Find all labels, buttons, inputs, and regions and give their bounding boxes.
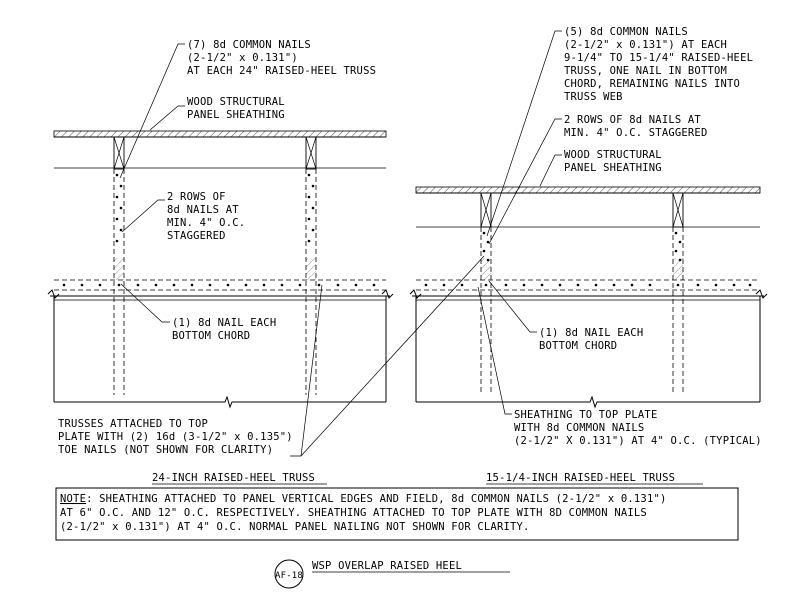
svg-text:WOOD STRUCTURAL: WOOD STRUCTURAL <box>564 149 662 161</box>
right-plate-nails <box>425 284 752 287</box>
svg-text:(2-1/2" x 0.131"): (2-1/2" x 0.131") <box>187 52 298 64</box>
left-plate-nails <box>63 284 376 287</box>
svg-text:CHORD, REMAINING NAILS INTO: CHORD, REMAINING NAILS INTO <box>564 78 741 90</box>
svg-text:2 ROWS OF 8d NAILS AT: 2 ROWS OF 8d NAILS AT <box>564 114 701 126</box>
svg-text:PANEL SHEATHING: PANEL SHEATHING <box>564 162 662 174</box>
svg-text:(7) 8d COMMON NAILS: (7) 8d COMMON NAILS <box>187 39 311 51</box>
svg-text:(5) 8d COMMON NAILS: (5) 8d COMMON NAILS <box>564 26 688 38</box>
note-line-1: : SHEATHING ATTACHED TO PANEL VERTICAL EDGES AND FIELD, 8d COMMON NAILS (2-1/2" x 0.131") <box>86 493 667 505</box>
right-roof-sheathing <box>416 187 760 193</box>
left-caption: 24-INCH RAISED-HEEL TRUSS <box>152 472 316 484</box>
svg-text:MIN. 4" O.C.: MIN. 4" O.C. <box>167 217 246 229</box>
left-trusses-callout <box>58 418 293 456</box>
left-bottom-callout <box>172 317 276 342</box>
svg-text:(1) 8d NAIL EACH: (1) 8d NAIL EACH <box>539 327 644 339</box>
note-label: NOTE <box>60 493 87 505</box>
detail-tag <box>275 560 510 588</box>
svg-text:TRUSS WEB: TRUSS WEB <box>564 91 623 103</box>
svg-text:2 ROWS OF: 2 ROWS OF <box>167 191 226 203</box>
note-line-3: (2-1/2" x 0.131") AT 4" O.C. NORMAL PANEL NAILING NOT SHOWN FOR CLARITY. <box>60 521 530 533</box>
right-truss-nails <box>483 232 682 262</box>
svg-text:AT EACH 24" RAISED-HEEL TRUSS: AT EACH 24" RAISED-HEEL TRUSS <box>187 65 377 77</box>
right-rows-callout <box>564 114 707 139</box>
svg-text:TRUSSES ATTACHED TO TOP: TRUSSES ATTACHED TO TOP <box>58 418 208 430</box>
svg-text:BOTTOM CHORD: BOTTOM CHORD <box>539 340 618 352</box>
left-sheathing-callout <box>187 96 285 121</box>
svg-text:STAGGERED: STAGGERED <box>167 230 226 242</box>
svg-text:BOTTOM CHORD: BOTTOM CHORD <box>172 330 251 342</box>
note-box <box>56 488 738 540</box>
detail-title: WSP OVERLAP RAISED HEEL <box>312 560 462 572</box>
svg-text:(2-1/2" x 0.131") AT EACH: (2-1/2" x 0.131") AT EACH <box>564 39 728 51</box>
svg-text:NOTE: SHEATHING ATTACHED TO PA <box>60 493 667 505</box>
right-leaders <box>301 31 562 456</box>
svg-text:WOOD STRUCTURAL: WOOD STRUCTURAL <box>187 96 285 108</box>
svg-text:(2-1/2" X 0.131") AT 4" O.C. (: (2-1/2" X 0.131") AT 4" O.C. (TYPICAL) <box>514 435 762 447</box>
svg-text:TRUSS, ONE NAIL IN BOTTOM: TRUSS, ONE NAIL IN BOTTOM <box>564 65 728 77</box>
right-bottom-callout <box>539 327 643 352</box>
svg-text:9-1/4" TO 15-1/4" RAISED-HEEL: 9-1/4" TO 15-1/4" RAISED-HEEL <box>564 52 754 64</box>
left-nails-callout <box>187 39 376 77</box>
left-roof-sheathing <box>54 131 386 137</box>
svg-text:WITH 8d COMMON NAILS: WITH 8d COMMON NAILS <box>514 422 645 434</box>
right-nails-callout <box>564 26 753 103</box>
right-sheathing-callout <box>564 149 662 174</box>
svg-text:TOE NAILS (NOT SHOWN FOR CLARI: TOE NAILS (NOT SHOWN FOR CLARITY) <box>58 444 274 456</box>
right-caption: 15-1/4-INCH RAISED-HEEL TRUSS <box>486 472 676 484</box>
svg-text:SHEATHING TO TOP PLATE: SHEATHING TO TOP PLATE <box>514 409 658 421</box>
right-truss-view <box>301 31 767 456</box>
detail-id: AF-18 <box>274 571 304 581</box>
svg-text:(1) 8d NAIL EACH: (1) 8d NAIL EACH <box>172 317 277 329</box>
svg-text:PLATE WITH (2) 16d (3-1/2" x 0: PLATE WITH (2) 16d (3-1/2" x 0.135") <box>58 431 293 443</box>
svg-text:PANEL SHEATHING: PANEL SHEATHING <box>187 109 285 121</box>
note-line-2: AT 6" O.C. AND 12" O.C. RESPECTIVELY. SHEATHING ATTACHED TO TOP PLATE WITH 8D COMMON NAILS <box>60 507 647 519</box>
svg-text:MIN. 4" O.C. STAGGERED: MIN. 4" O.C. STAGGERED <box>564 127 708 139</box>
right-plate-callout <box>514 409 762 447</box>
svg-text:8d NAILS AT: 8d NAILS AT <box>167 204 239 216</box>
left-rows-callout <box>167 191 245 242</box>
